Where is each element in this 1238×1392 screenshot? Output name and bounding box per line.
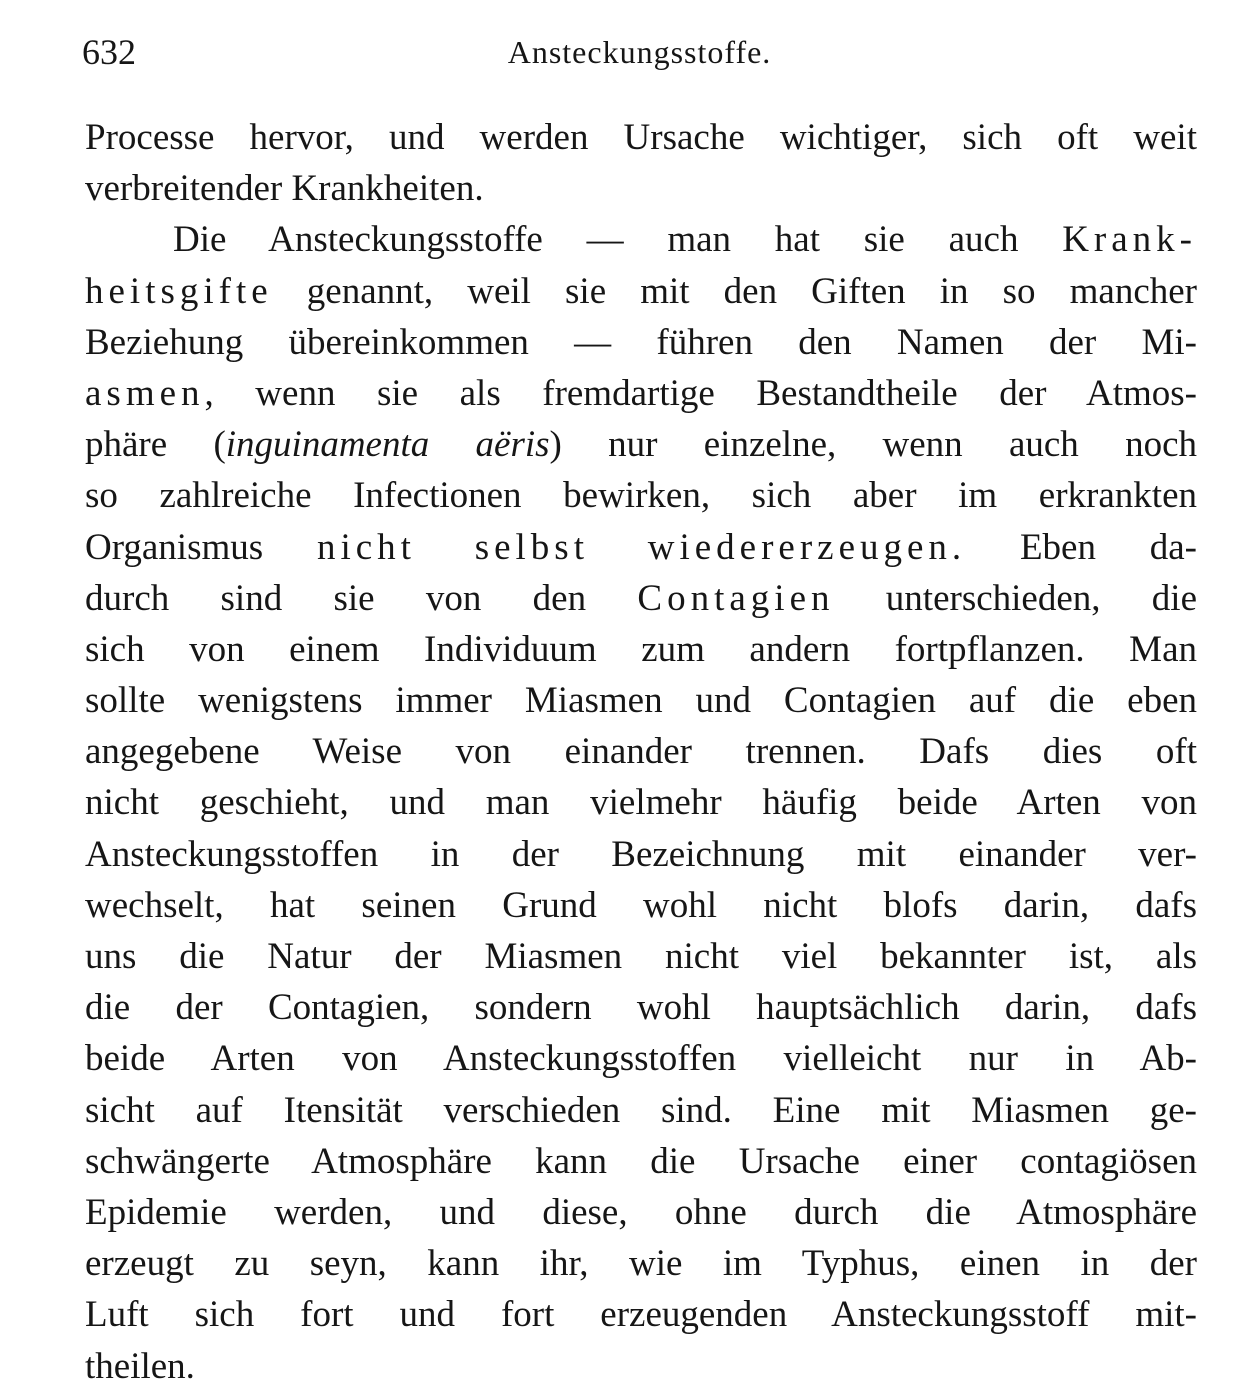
text-line: erzeugt zu seyn, kann ihr, wie im Typhus, einen in der <box>85 1243 1197 1285</box>
text-run: , wenn sie als fremdartige Bestandtheile der Atmos- <box>204 372 1197 414</box>
running-head <box>82 28 1197 76</box>
text-line <box>85 214 1197 265</box>
emphasized-term: Contagien <box>637 577 835 619</box>
emphasized-term: heitsgifte <box>85 270 273 312</box>
text-run: Die Ansteckungsstoffe — man hat sie auch <box>173 219 1063 261</box>
text-line <box>85 573 1197 624</box>
text-line: wechselt, hat seinen Grund wohl nicht blofs darin, dafs <box>85 884 1197 926</box>
running-title: Ansteckungsstoffe. <box>507 34 772 70</box>
text-line: verbreitender Krankheiten. <box>85 168 484 210</box>
text-line: sich von einem Individuum zum andern fortpflanzen. Man <box>85 628 1197 670</box>
text-run: ) nur einzelne, wenn auch noch <box>549 424 1197 466</box>
text-line: Beziehung übereinkommen — führen den Namen der Mi- <box>85 321 1197 363</box>
text-line: sicht auf Itensität verschieden sind. Eine mit Miasmen ge- <box>85 1089 1197 1131</box>
text-run: genannt, weil sie mit den Giften in so mancher <box>272 270 1197 312</box>
text-line: uns die Natur der Miasmen nicht viel bekannter ist, als <box>85 936 1197 977</box>
text-line: Ansteckungsstoffen in der Bezeichnung mit einander ver- <box>85 833 1197 875</box>
text-line: beide Arten von Ansteckungsstoffen vielleicht nur in Ab- <box>85 1038 1197 1080</box>
body-text <box>85 112 1197 1392</box>
text-run: Organismus <box>85 526 317 568</box>
text-line: Epidemie werden, und diese, ohne durch die Atmosphäre <box>85 1191 1197 1233</box>
emphasized-term: Krank- <box>1062 219 1197 261</box>
text-run: Eben da- <box>966 526 1197 568</box>
text-line <box>85 368 1197 419</box>
text-line: sollte wenigstens immer Miasmen und Contagien auf die eben <box>85 680 1197 722</box>
emphasized-term: nicht selbst wiedererzeugen. <box>316 526 967 568</box>
text-run: durch sind sie von den <box>85 577 638 619</box>
text-line: theilen. <box>85 1345 195 1387</box>
text-line: so zahlreiche Infectionen bewirken, sich aber im erkrankten <box>85 475 1197 517</box>
text-run: phäre ( <box>85 424 226 466</box>
text-line <box>85 419 1197 470</box>
text-line: angegebene Weise von einander trennen. Dafs dies oft <box>85 731 1197 773</box>
text-run: unterschieden, die <box>834 577 1197 619</box>
text-line <box>85 522 1197 573</box>
latin-term: inguinamenta aëris <box>225 424 550 466</box>
text-line <box>85 266 1197 317</box>
emphasized-term: asmen <box>85 372 205 414</box>
text-line: schwängerte Atmosphäre kann die Ursache einer contagiösen <box>85 1140 1197 1182</box>
text-line: Processe hervor, und werden Ursache wichtiger, sich oft weit <box>85 117 1197 158</box>
text-line: nicht geschieht, und man vielmehr häufig beide Arten von <box>85 782 1197 824</box>
page-number: 632 <box>82 32 136 72</box>
text-line: die der Contagien, sondern wohl hauptsächlich darin, dafs <box>85 987 1197 1029</box>
text-line: Luft sich fort und fort erzeugenden Ansteckungsstoff mit- <box>85 1294 1197 1336</box>
